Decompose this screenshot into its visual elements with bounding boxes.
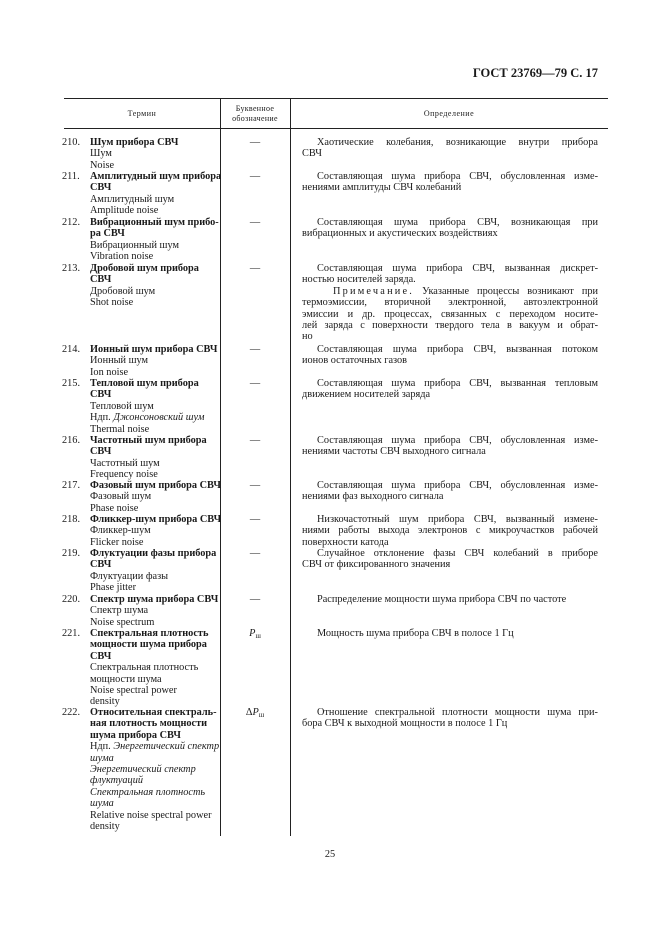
term-name: Фазовый шум прибора СВЧ	[90, 480, 221, 491]
deprecated-term: Джонсоновский шум	[113, 412, 205, 424]
term-cell	[90, 514, 220, 548]
definition-line: СВЧ	[302, 148, 322, 160]
definition-line: Мощность шума прибора СВЧ в полосе 1 Гц	[317, 628, 514, 639]
term-name: ра СВЧ	[90, 228, 125, 240]
definition-line: Составляющая шума прибора СВЧ, возникающая при	[317, 217, 598, 228]
letter-symbol	[220, 707, 290, 721]
definition-cell	[302, 594, 598, 605]
note-line: термоэмиссии, вторичной электронной, автоэлектронной	[302, 297, 598, 309]
letter-symbol: —	[249, 171, 261, 182]
term-number: 210.	[62, 137, 81, 148]
definition-cell	[302, 217, 598, 240]
definition-cell	[302, 137, 598, 160]
definition-cell	[302, 344, 598, 367]
column-header-definition: Определение	[423, 108, 475, 118]
note-line: лей заряда с поверхности твердого тела в вакуум и обрат-	[302, 320, 598, 332]
term-synonym: Фликкер-шум	[90, 525, 151, 537]
term-name: Шум прибора СВЧ	[90, 137, 179, 148]
letter-symbol: —	[249, 480, 261, 491]
letter-symbol: —	[249, 435, 261, 446]
page-number: 25	[324, 849, 336, 860]
definition-line: Случайное отклонение фазы СВЧ колебаний в приборе	[317, 548, 598, 559]
term-synonym: Тепловой шум	[90, 400, 154, 412]
term-synonym: Amplitude noise	[90, 205, 159, 217]
letter-symbol: —	[249, 378, 261, 389]
deprecated-term: Энергетический спектр	[113, 741, 220, 753]
definition-line: движением носителей заряда	[302, 389, 431, 401]
term-number: 215.	[62, 378, 81, 389]
term-name: Флуктуации фазы прибора	[90, 548, 217, 559]
term-synonym: Флуктуации фазы	[90, 570, 169, 582]
term-synonym: Vibration noise	[90, 251, 154, 263]
definition-line: ионов остаточных газов	[302, 355, 408, 367]
term-synonym: density	[90, 821, 120, 833]
definition-line: ниями работы выхода электронов с микроучастков рабочей	[302, 525, 598, 537]
term-number: 222.	[62, 707, 81, 718]
definition-line: Составляющая шума прибора СВЧ, обусловленная изме-	[317, 435, 598, 446]
symbol-subscript: ш	[258, 711, 265, 719]
column-header-symbol: Буквенное обозначение	[232, 103, 278, 123]
term-synonym: Амплитудный шум	[90, 193, 175, 205]
definition-line: Отношение спектральной плотности мощности шума при-	[317, 707, 598, 718]
letter-symbol: —	[249, 217, 261, 228]
term-synonym: Частотный шум	[90, 457, 160, 469]
term-cell	[90, 378, 220, 435]
term-synonym: Noise	[90, 159, 115, 171]
term-synonym: Noise spectrum	[90, 616, 155, 628]
definition-line: нениями амплитуды СВЧ колебаний	[302, 182, 462, 194]
term-deprecated: шума	[90, 752, 114, 764]
term-synonym: Фазовый шум	[90, 491, 152, 503]
note-line: эмиссии и др. процессах, связанных с переходом носите-	[302, 308, 598, 320]
term-name: Частотный шум прибора	[90, 435, 207, 446]
term-name: СВЧ	[90, 559, 112, 571]
page-header: ГОСТ 23769—79 С. 17	[472, 66, 598, 80]
note-line: но	[302, 331, 313, 343]
term-deprecated: Спектральная плотность	[90, 786, 206, 798]
letter-symbol	[220, 628, 290, 642]
term-cell	[90, 628, 220, 708]
term-synonym: Шум	[90, 148, 112, 160]
letter-symbol: —	[249, 548, 261, 559]
term-deprecated: Энергетический спектр	[90, 764, 196, 776]
definition-line: ностью носителей заряда.	[302, 274, 416, 286]
note-label: Примечание.	[333, 285, 415, 297]
term-name: СВЧ	[90, 182, 112, 194]
deprecated-label: Ндп.	[90, 412, 111, 424]
definition-line: поверхности катода	[302, 536, 389, 548]
definition-cell	[302, 707, 598, 730]
term-number: 214.	[62, 344, 81, 355]
definition-line: бора СВЧ к выходной мощности в полосе 1 Гц	[302, 718, 508, 730]
term-number: 217.	[62, 480, 81, 491]
note-text: Указанные процессы возникают при	[414, 285, 598, 297]
definition-cell	[302, 263, 598, 343]
term-cell	[90, 217, 220, 263]
term-synonym: Relative noise spectral power	[90, 809, 212, 821]
symbol-subscript: ш	[255, 632, 261, 640]
term-name: Вибрационный шум прибо-	[90, 217, 219, 228]
term-synonym: Phase noise	[90, 502, 139, 514]
column-header-term: Термин	[127, 108, 157, 118]
term-deprecated	[90, 412, 220, 423]
term-cell	[90, 137, 220, 171]
term-cell	[90, 263, 220, 309]
term-cell	[90, 480, 220, 514]
definition-line: Составляющая шума прибора СВЧ, вызванная тепловым	[317, 378, 598, 389]
term-synonym: Спектральная плотность	[90, 662, 199, 674]
term-synonym: Вибрационный шум	[90, 239, 179, 251]
term-number: 211.	[62, 171, 80, 182]
definition-line: вибрационных и акустических воздействиях	[302, 228, 498, 240]
term-synonym: мощности шума	[90, 673, 162, 685]
term-synonym: density	[90, 696, 120, 708]
term-number: 218.	[62, 514, 81, 525]
symbol-letter: P	[249, 628, 256, 639]
term-synonym: Frequency noise	[90, 469, 158, 481]
term-name: шума прибора СВЧ	[90, 729, 181, 741]
term-deprecated: флуктуаций	[90, 775, 144, 787]
term-name: Спектральная плотность	[90, 628, 209, 639]
term-name: СВЧ	[90, 446, 112, 458]
term-number: 216.	[62, 435, 81, 446]
definition-line: нениями фаз выходного сигнала	[302, 491, 444, 503]
symbol-prefix: Δ	[245, 707, 253, 718]
term-deprecated	[90, 741, 220, 752]
term-synonym: Shot noise	[90, 297, 134, 309]
letter-symbol: —	[249, 137, 261, 148]
term-name: Ионный шум прибора СВЧ	[90, 344, 218, 355]
term-name: ная плотность мощности	[90, 718, 208, 730]
term-cell	[90, 594, 220, 628]
definition-line: Составляющая шума прибора СВЧ, вызванная потоком	[317, 344, 598, 355]
term-name: СВЧ	[90, 650, 112, 662]
definition-line: Хаотические колебания, возникающие внутри прибора	[317, 137, 598, 148]
definition-line: нениями частоты СВЧ выходного сигнала	[302, 446, 486, 458]
term-number: 212.	[62, 217, 81, 228]
note-line	[302, 286, 598, 297]
definition-line: Низкочастотный шум прибора СВЧ, вызванный измене-	[317, 514, 598, 525]
definition-line: СВЧ от фиксированного значения	[302, 559, 451, 571]
term-synonym: Flicker noise	[90, 536, 144, 548]
definition-cell	[302, 628, 598, 639]
term-cell	[90, 344, 220, 378]
term-cell	[90, 548, 220, 594]
term-name: мощности шума прибора	[90, 639, 207, 651]
term-cell	[90, 171, 220, 217]
term-number: 220.	[62, 594, 81, 605]
term-synonym: Спектр шума	[90, 605, 149, 617]
term-name: СВЧ	[90, 389, 112, 401]
definition-cell	[302, 171, 598, 194]
definition-cell	[302, 480, 598, 503]
term-synonym: Phase jitter	[90, 582, 137, 594]
letter-symbol: —	[249, 344, 261, 355]
term-synonym: Noise spectral power	[90, 685, 177, 697]
term-synonym: Thermal noise	[90, 423, 150, 435]
term-name: Дробовой шум прибора	[90, 263, 199, 274]
definition-cell	[302, 548, 598, 571]
letter-symbol: —	[249, 594, 261, 605]
term-synonym: Ионный шум	[90, 355, 149, 367]
definition-line: Составляющая шума прибора СВЧ, обусловленная изме-	[317, 171, 598, 182]
definition-line: Распределение мощности шума прибора СВЧ по частоте	[317, 594, 567, 605]
term-name: Амплитудный шум прибора	[90, 171, 222, 182]
term-synonym: Дробовой шум	[90, 285, 156, 297]
term-name: Спектр шума прибора СВЧ	[90, 594, 219, 605]
letter-symbol: —	[249, 263, 261, 274]
term-deprecated: шума	[90, 798, 114, 810]
definition-cell	[302, 435, 598, 458]
definition-line: Составляющая шума прибора СВЧ, вызванная дискрет-	[317, 263, 598, 274]
letter-symbol: —	[249, 514, 261, 525]
term-name: Тепловой шум прибора	[90, 378, 199, 389]
term-number: 219.	[62, 548, 81, 559]
deprecated-label: Ндп.	[90, 741, 111, 753]
term-number: 213.	[62, 263, 81, 274]
symbol-letter: P	[252, 707, 259, 718]
term-synonym: Ion noise	[90, 366, 129, 378]
term-name: Относительная спектраль-	[90, 707, 217, 718]
term-name: СВЧ	[90, 274, 112, 286]
term-cell	[90, 707, 220, 832]
definition-cell	[302, 378, 598, 401]
term-number: 221.	[62, 628, 81, 639]
definition-line: Составляющая шума прибора СВЧ, обусловленная изме-	[317, 480, 598, 491]
term-cell	[90, 435, 220, 481]
term-name: Фликкер-шум прибора СВЧ	[90, 514, 222, 525]
definition-cell	[302, 514, 598, 548]
